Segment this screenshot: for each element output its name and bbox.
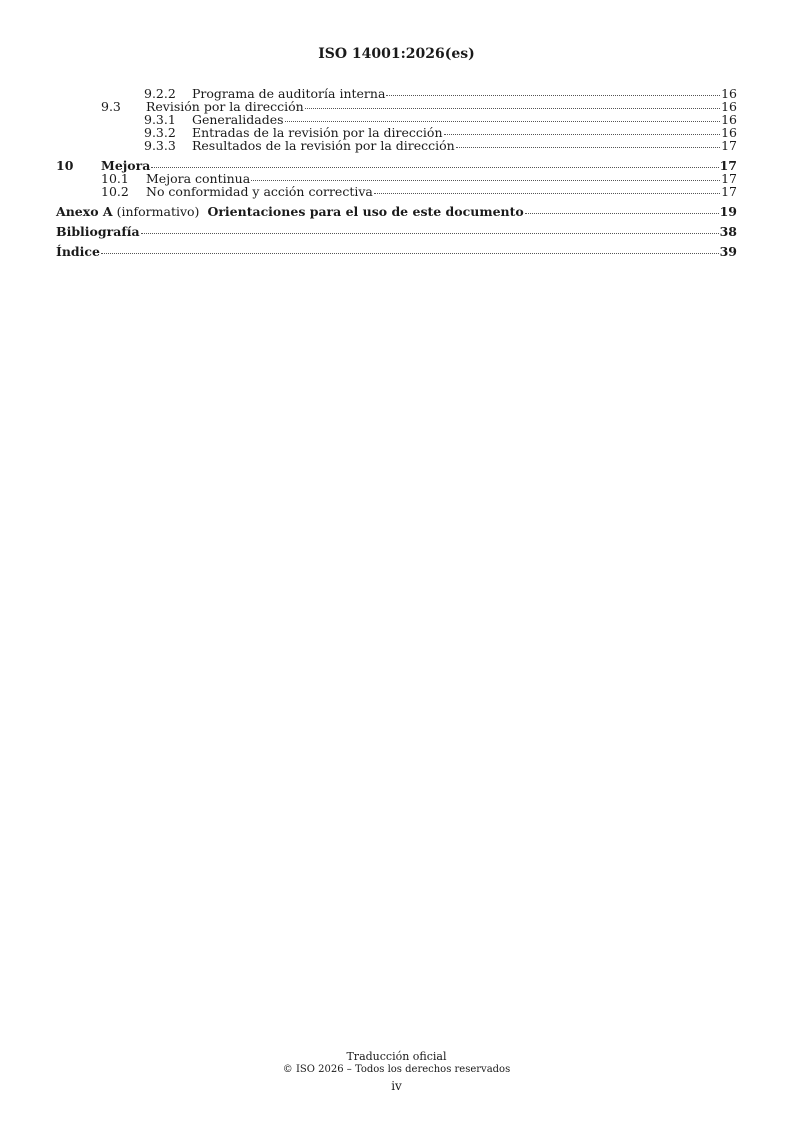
official-translation-note: Traducción oficial <box>346 1050 447 1063</box>
page-footer <box>0 1050 793 1093</box>
toc-entry-number: 9.3.2 <box>144 125 176 140</box>
toc-entry-number: 9.3.1 <box>144 112 176 127</box>
dot-leader <box>251 179 720 181</box>
toc-entry-page: 38 <box>719 224 737 239</box>
dot-leader <box>525 212 719 214</box>
toc-entry-number: 9.3.3 <box>144 138 176 153</box>
toc-annex-type: (informativo) <box>116 204 200 219</box>
toc-entry-number: 9.2.2 <box>144 86 176 101</box>
dot-leader <box>285 120 721 122</box>
toc-entry-number: 10 <box>56 158 74 173</box>
toc-entry-title: Índice <box>56 244 100 259</box>
toc-entry-page: 19 <box>719 204 737 219</box>
copyright-notice: © ISO 2026 – Todos los derechos reservados <box>282 1064 511 1075</box>
toc-entry-page: 17 <box>721 184 737 199</box>
dot-leader <box>101 252 719 254</box>
toc-entry-number: 10.1 <box>101 171 129 186</box>
document-header: ISO 14001:2026(es) <box>318 46 475 62</box>
toc-entry-page: 16 <box>721 86 737 101</box>
toc-entry-title: Mejora <box>101 158 151 173</box>
toc-entry-page: 17 <box>721 138 737 153</box>
dot-leader <box>141 232 719 234</box>
dot-leader <box>444 133 721 135</box>
dot-leader <box>456 146 720 148</box>
dot-leader <box>374 192 720 194</box>
toc-entry-number: 10.2 <box>101 184 129 199</box>
toc-entry-title: No conformidad y acción correctiva <box>146 184 373 199</box>
toc-entry-title: Bibliografía <box>56 224 140 239</box>
toc-entry-page: 16 <box>721 99 737 114</box>
toc-entry-title: Programa de auditoría interna <box>192 86 386 101</box>
table-of-contents <box>56 87 737 258</box>
toc-entry-page: 39 <box>719 244 737 259</box>
toc-entry-title: Revisión por la dirección <box>146 99 304 114</box>
toc-entry-title: Orientaciones para el uso de este documento <box>207 204 524 219</box>
toc-entry-number: 9.3 <box>101 99 121 114</box>
dot-leader <box>305 107 720 109</box>
toc-entry-title: Generalidades <box>192 112 284 127</box>
dot-leader <box>386 94 720 96</box>
toc-entry-title: Resultados de la revisión por la dirección <box>192 138 455 153</box>
toc-entry-bibliography[interactable] <box>56 225 737 238</box>
toc-entry-page: 17 <box>721 171 737 186</box>
toc-entry-title: Mejora continua <box>146 171 251 186</box>
toc-entry-annex-a[interactable] <box>56 205 737 218</box>
page-number: iv <box>391 1079 402 1093</box>
dot-leader <box>151 166 718 168</box>
toc-annex-label: Anexo A <box>56 204 113 219</box>
toc-entry-index[interactable] <box>56 245 737 258</box>
toc-entry-page: 16 <box>721 125 737 140</box>
toc-entry-title: Entradas de la revisión por la dirección <box>192 125 443 140</box>
toc-entry-page: 16 <box>721 112 737 127</box>
toc-entry-10-2[interactable] <box>56 185 737 198</box>
toc-entry-9-3-3[interactable] <box>56 139 737 152</box>
toc-entry-page: 17 <box>719 158 737 173</box>
